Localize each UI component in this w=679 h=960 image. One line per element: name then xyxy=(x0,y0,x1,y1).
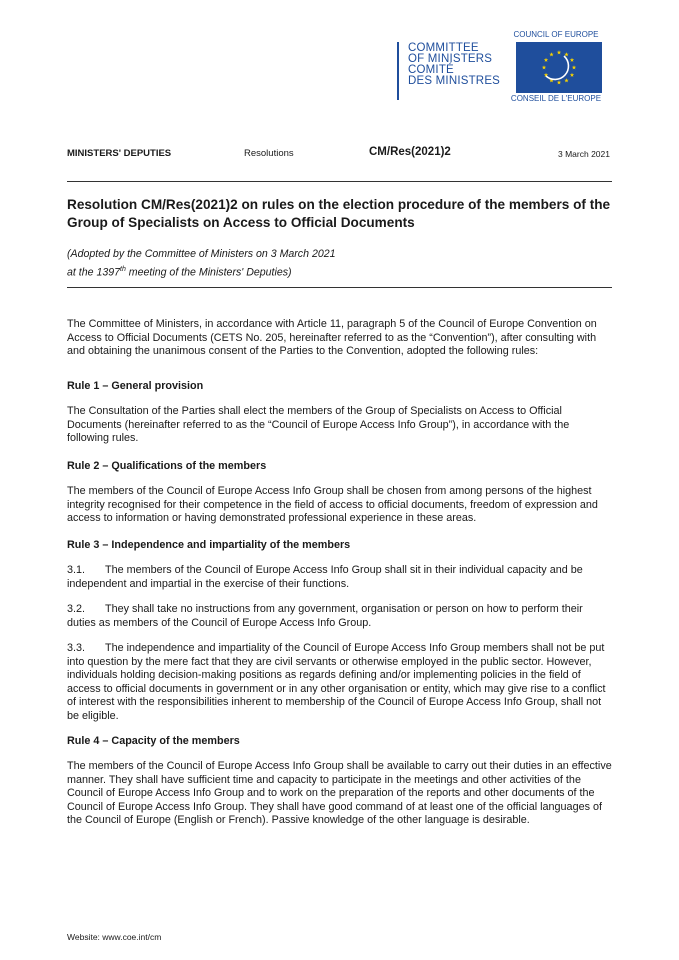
committee-line-3: COMITÉ xyxy=(408,64,454,76)
header-divider xyxy=(67,181,612,182)
committee-line-1: COMMITTEE xyxy=(408,42,479,54)
footer-website: Website: www.coe.int/cm xyxy=(67,932,162,942)
title-divider xyxy=(67,287,612,288)
rule-1-text: The Consultation of the Parties shall elect the members of the Group of Specialists on Access to Official Documents (hereinafter referred to as the “Council of Europe Access Info Group”), in accordance with the following rules. xyxy=(67,405,570,444)
coe-name-french: CONSEIL DE L'EUROPE xyxy=(510,94,602,103)
rule-1-heading: Rule 1 – General provision xyxy=(67,380,204,392)
adoption-note xyxy=(67,247,612,281)
flag-stars-icon xyxy=(516,42,602,93)
committee-line-4: DES MINISTRES xyxy=(408,75,501,87)
intro-paragraph: The Committee of Ministers, in accordance with Article 11, paragraph 5 of the Council of Europe Convention on Access to Official Documents (CETS No. 205, hereinafter referred to as the “Convention”), after consulting with and obtaining the unanimous consent of the Parties to the Convention, adopted the following rules: xyxy=(67,318,597,357)
rule-3-paragraph-2: 3.2. They shall take no instructions from any government, organisation or person on how to perform their duties as members of the Council of Europe Access Info Group. xyxy=(67,603,583,629)
resolution-title: Resolution CM/Res(2021)2 on rules on the election procedure of the members of the Group of Specialists on Access to Official Documents xyxy=(67,197,611,230)
rule-4-text: The members of the Council of Europe Access Info Group shall be available to carry out their duties in an effective manner. They shall have sufficient time and capacity to participate in the meetings and other activities of the Council of Europe Access Info Group and to work on the preparation of the reports and other documents of the Council of Europe Access Info Group. They shall have good command of at least one of the official languages of the Council of Europe (English or French). Passive knowledge of the other language is desirable. xyxy=(67,760,612,826)
coe-name-english: COUNCIL OF EUROPE xyxy=(513,30,599,39)
rule-4-heading: Rule 4 – Capacity of the members xyxy=(67,735,240,747)
rule-2-text: The members of the Council of Europe Access Info Group shall be chosen from among persons of the highest integrity recognised for their competence in the field of access to official documents, freedom of expression and access to information or having demonstrated professional experience in these areas. xyxy=(67,485,598,524)
adoption-line-1: (Adopted by the Committee of Ministers on 3 March 2021 xyxy=(67,248,336,260)
committee-line-2: OF MINISTERS xyxy=(408,53,493,65)
rule-3-paragraph-1: 3.1. The members of the Council of Europe Access Info Group shall sit in their individual capacity and be independent and impartial in the exercise of their functions. xyxy=(67,564,583,590)
document-reference: CM/Res(2021)2 xyxy=(369,146,451,158)
rule-3-heading: Rule 3 – Independence and impartiality of the members xyxy=(67,539,351,551)
rule-2-heading: Rule 2 – Qualifications of the members xyxy=(67,460,267,472)
document-date: 3 March 2021 xyxy=(558,149,610,159)
adoption-line-2: at the 1397th meeting of the Ministers' Deputies) xyxy=(67,266,292,279)
rule-3-paragraph-3: 3.3. The independence and impartiality of the Council of Europe Access Info Group members shall not be put into question by the mere fact that they are civil servants or otherwise employed in the public sector. However, individuals holding decision-making positions as regards defining and/or implementing policies in the field of access to official documents in government or in any other organisation or entity, which may give rise to a conflict of interest with the responsibilities inherent to membership of the Council of Europe Access Info Group, shall not be eligible. xyxy=(67,642,606,722)
committee-divider xyxy=(397,42,399,100)
department-label: MINISTERS' DEPUTIES xyxy=(67,148,172,159)
council-of-europe-flag-icon xyxy=(516,42,602,93)
committee-of-ministers-logo xyxy=(408,43,518,87)
document-type: Resolutions xyxy=(244,148,294,159)
